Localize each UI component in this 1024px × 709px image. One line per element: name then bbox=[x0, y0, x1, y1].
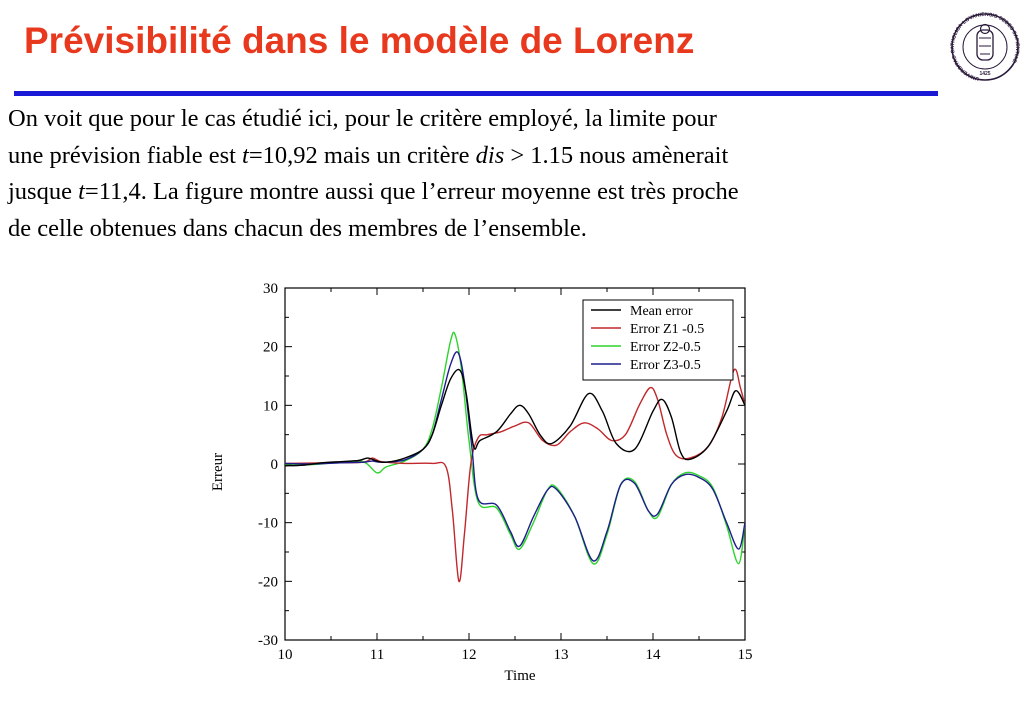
x-tick-label: 10 bbox=[277, 647, 293, 663]
x-tick-label: 13 bbox=[553, 647, 569, 663]
university-seal-logo bbox=[950, 4, 1020, 94]
series-line-error-z3-0-5 bbox=[285, 352, 745, 561]
y-tick-label: -10 bbox=[258, 515, 278, 532]
x-axis-label: Time bbox=[504, 668, 536, 684]
paragraph-line-1: On voit que pour le cas étudié ici, pour le critère employé, la limite pour bbox=[8, 105, 717, 132]
y-tick-label: 20 bbox=[263, 339, 278, 356]
x-tick-label: 12 bbox=[461, 647, 477, 663]
body-paragraph bbox=[8, 101, 968, 247]
series-line-mean-error bbox=[285, 370, 745, 466]
y-tick-label: 30 bbox=[263, 281, 278, 297]
legend-label: Error Z1 -0.5 bbox=[630, 322, 705, 337]
svg-text:UNIVERSITAS·CATHOLICA·LOVANIEN: UNIVERSITAS·CATHOLICA·LOVANIENSIS·SEDES SAPIENTIAE bbox=[950, 11, 1020, 82]
y-tick-label: -20 bbox=[258, 574, 278, 591]
legend-label: Mean error bbox=[630, 304, 693, 319]
series-line-error-z1-0-5 bbox=[285, 369, 745, 581]
y-tick-label: 10 bbox=[263, 398, 278, 415]
legend-label: Error Z3-0.5 bbox=[630, 358, 701, 373]
paragraph-line-4: de celle obtenues dans chacun des membres de l’ensemble. bbox=[8, 214, 587, 242]
x-tick-label: 14 bbox=[645, 647, 661, 663]
x-tick-label: 15 bbox=[737, 647, 753, 663]
error-chart bbox=[200, 272, 780, 692]
y-tick-label: -30 bbox=[258, 633, 278, 649]
y-tick-label: 0 bbox=[270, 457, 278, 473]
title-underline bbox=[14, 91, 938, 96]
paragraph-line-2: une prévision fiable est t=10,92 mais un critère dis > 1.15 nous amènerait bbox=[8, 141, 729, 169]
slide-title: Prévisibilité dans le modèle de Lorenz bbox=[24, 20, 695, 61]
svg-text:1425: 1425 bbox=[979, 71, 991, 77]
paragraph-line-3: jusque t=11,4. La figure montre aussi que l’erreur moyenne est très proche bbox=[8, 178, 739, 205]
legend-label: Error Z2-0.5 bbox=[630, 340, 701, 355]
x-tick-label: 11 bbox=[369, 647, 385, 663]
y-axis-label: Erreur bbox=[210, 452, 226, 492]
